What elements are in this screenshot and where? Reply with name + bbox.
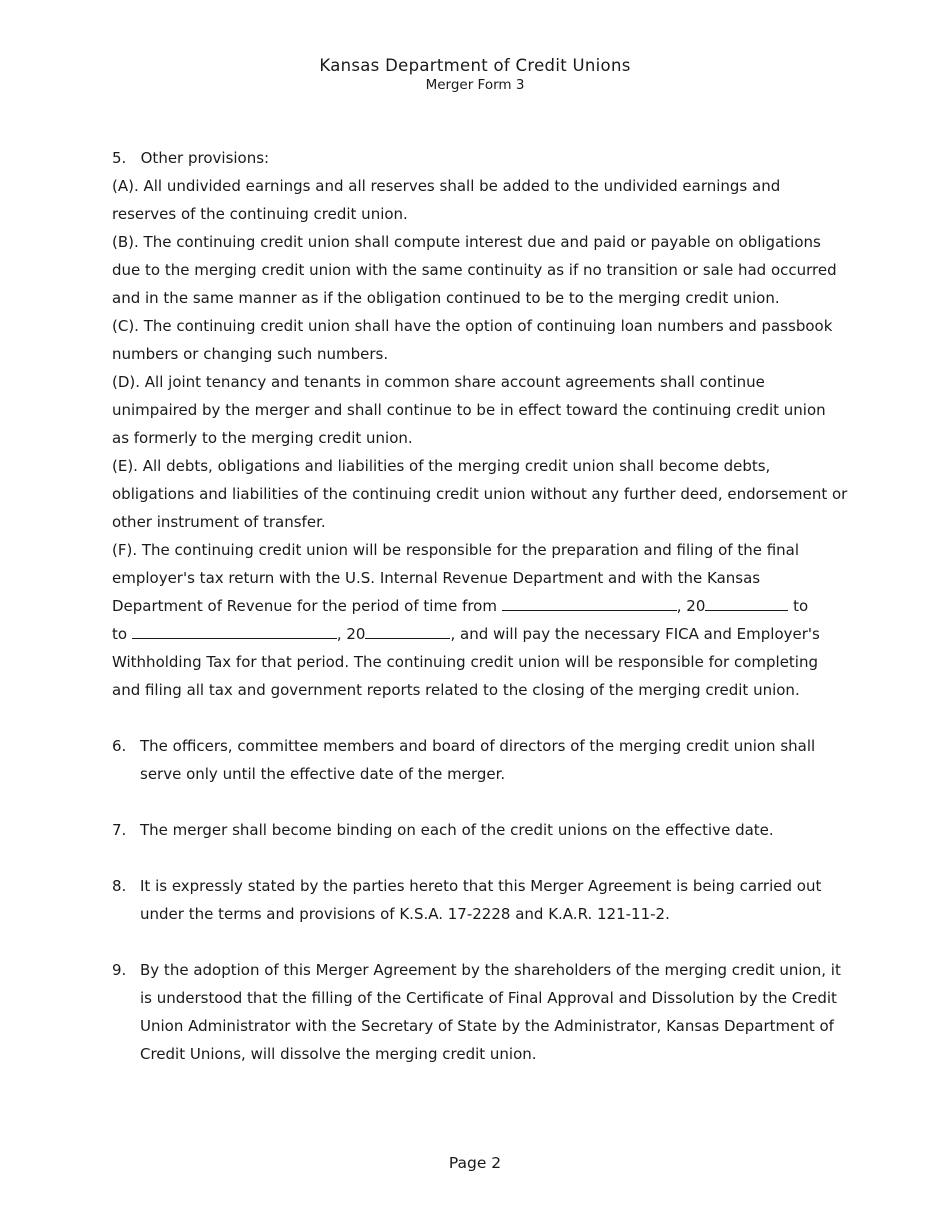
- page-number: Page 2: [448, 1154, 502, 1172]
- section-9-number: 9.: [112, 961, 127, 979]
- section-9-line: is understood that the filling of the Certificate of Final Approval and Dissolution by the Credit: [140, 989, 837, 1007]
- section-7-line: The merger shall become binding on each of the credit unions on the effective date.: [140, 821, 774, 839]
- section-5-heading: [112, 144, 842, 172]
- fica-clause: , and will pay the necessary FICA and Employer's: [450, 625, 820, 643]
- provision-b-line: and in the same manner as if the obligation continued to be to the merging credit union.: [112, 289, 780, 307]
- provision-f-line: Withholding Tax for that period. The continuing credit union will be responsible for completing: [112, 653, 818, 671]
- provision-a-line: (A). All undivided earnings and all reserves shall be added to the undivided earnings and: [112, 177, 781, 195]
- provision-d-line: unimpaired by the merger and shall continue to be in effect toward the continuing credit union: [112, 401, 826, 419]
- document-body: [112, 144, 848, 1068]
- section-6-line: serve only until the effective date of the merger.: [140, 765, 506, 783]
- section-9: [112, 956, 842, 1068]
- period-to-year-prefix: , 20: [336, 625, 366, 643]
- agency-title: Kansas Department of Credit Unions: [319, 56, 631, 75]
- form-subtitle: Merger Form 3: [425, 77, 525, 93]
- section-6-line: The officers, committee members and board of directors of the merging credit union shall: [140, 737, 816, 755]
- provision-c-line: numbers or changing such numbers.: [112, 345, 389, 363]
- provision-f-line: employer's tax return with the U.S. Internal Revenue Department and with the Kansas: [112, 569, 761, 587]
- document-header: [0, 55, 950, 93]
- section-9-line: Credit Unions, will dissolve the merging credit union.: [140, 1045, 537, 1063]
- provision-c-line: (C). The continuing credit union shall have the option of continuing loan numbers and passbook: [112, 317, 833, 335]
- provision-b-line: due to the merging credit union with the same continuity as if no transition or sale had occurred: [112, 261, 837, 279]
- section-7-number: 7.: [112, 821, 127, 839]
- section-8-number: 8.: [112, 877, 127, 895]
- section-5-title: Other provisions:: [140, 149, 270, 167]
- period-from-date-blank[interactable]: [502, 594, 677, 611]
- section-7: [112, 816, 842, 844]
- provision-f-line: and filing all tax and government reports related to the closing of the merging credit union.: [112, 681, 800, 699]
- provision-b-line: (B). The continuing credit union shall compute interest due and paid or payable on obligations: [112, 233, 821, 251]
- section-9-line: By the adoption of this Merger Agreement by the shareholders of the merging credit union, it: [140, 961, 841, 979]
- period-to-year-blank[interactable]: [365, 622, 450, 639]
- period-to-label: to: [793, 597, 809, 615]
- period-from-year-blank[interactable]: [705, 594, 788, 611]
- section-6-number: 6.: [112, 737, 127, 755]
- provision-f-line-period-to: [112, 620, 842, 648]
- period-to-date-blank[interactable]: [132, 622, 337, 639]
- period-from-label: Department of Revenue for the period of time from: [112, 597, 497, 615]
- provision-f-line-period-from: [112, 592, 842, 620]
- period-to-label-2: to: [112, 625, 128, 643]
- section-8: [112, 872, 842, 928]
- provision-e-line: obligations and liabilities of the continuing credit union without any further deed, endorsement or: [112, 485, 848, 503]
- section-9-line: Union Administrator with the Secretary of State by the Administrator, Kansas Department of: [140, 1017, 834, 1035]
- provision-d-line: as formerly to the merging credit union.: [112, 429, 413, 447]
- period-from-year-prefix: , 20: [676, 597, 706, 615]
- provision-f-line: (F). The continuing credit union will be responsible for the preparation and filing of the final: [112, 541, 800, 559]
- provision-e-line: other instrument of transfer.: [112, 513, 326, 531]
- section-6: [112, 732, 842, 788]
- section-8-line: It is expressly stated by the parties hereto that this Merger Agreement is being carried out: [140, 877, 822, 895]
- provision-a-line: reserves of the continuing credit union.: [112, 205, 408, 223]
- section-5-number: 5.: [112, 149, 127, 167]
- section-8-line: under the terms and provisions of K.S.A. 17-2228 and K.A.R. 121-11-2.: [140, 905, 670, 923]
- provision-e-line: (E). All debts, obligations and liabilities of the merging credit union shall become debts,: [112, 457, 771, 475]
- provision-d-line: (D). All joint tenancy and tenants in common share account agreements shall continue: [112, 373, 765, 391]
- section-5: [112, 144, 848, 704]
